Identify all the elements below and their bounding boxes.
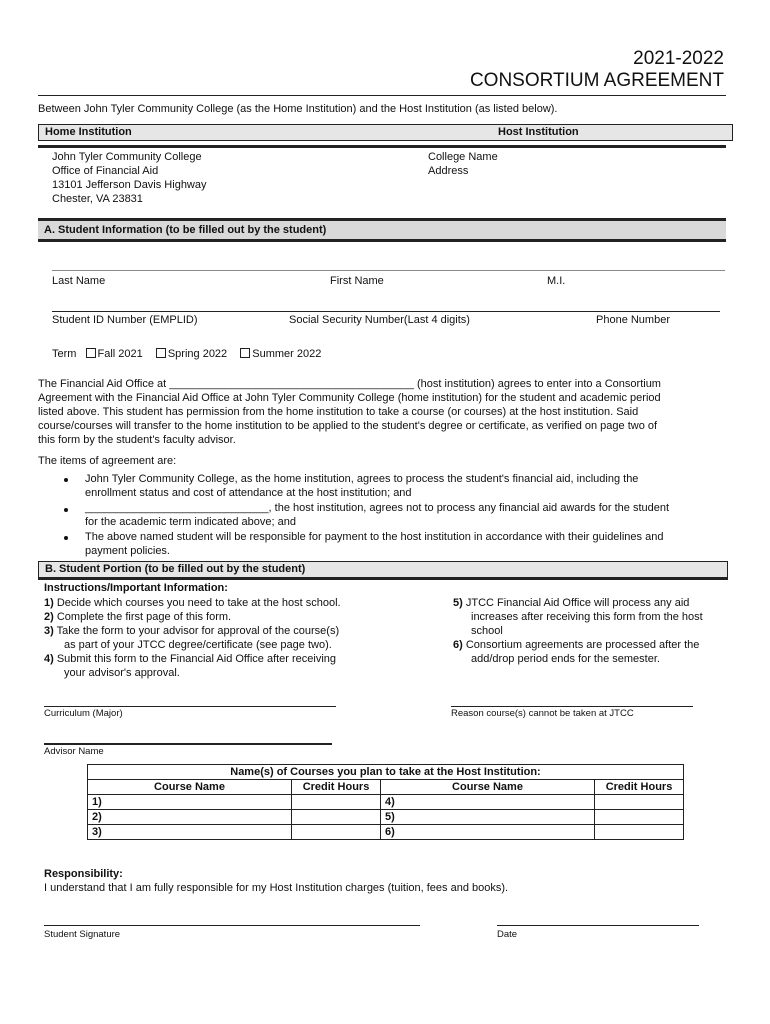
step-text: Take the form to your advisor for approval of the course(s) bbox=[56, 625, 340, 637]
institution-top-rule bbox=[38, 145, 726, 148]
term-spring-label: Spring 2022 bbox=[167, 348, 228, 360]
courses-title: Name(s) of Courses you plan to take at the Host Institution: bbox=[88, 765, 684, 780]
agreement-line: listed above. This student has permission from the home institution to take a course (or courses) at the host institution. Said bbox=[38, 406, 639, 418]
signature-label: Student Signature bbox=[44, 929, 121, 940]
curriculum-field-line[interactable] bbox=[44, 706, 336, 707]
term-spring-option[interactable] bbox=[156, 348, 227, 360]
term-summer-label: Summer 2022 bbox=[252, 348, 322, 360]
id-field-line[interactable] bbox=[52, 311, 720, 312]
table-row bbox=[88, 825, 684, 840]
table-row bbox=[88, 810, 684, 825]
first-name-label: First Name bbox=[330, 275, 384, 287]
responsibility-text: I understand that I am fully responsible for my Host Institution charges (tuition, fees and books). bbox=[44, 882, 509, 894]
curriculum-label: Curriculum (Major) bbox=[44, 708, 123, 719]
mi-label: M.I. bbox=[547, 275, 566, 287]
header-rule bbox=[38, 95, 726, 96]
course-cell[interactable]: 3) bbox=[88, 825, 292, 840]
left-instructions bbox=[44, 596, 404, 680]
checkbox-icon[interactable] bbox=[86, 348, 96, 358]
reason-label: Reason course(s) cannot be taken at JTCC bbox=[451, 708, 634, 719]
items-intro: The items of agreement are: bbox=[38, 455, 177, 467]
date-label: Date bbox=[497, 929, 518, 940]
course-cell[interactable]: 2) bbox=[88, 810, 292, 825]
credit-cell[interactable] bbox=[292, 825, 381, 840]
credit-cell[interactable] bbox=[292, 795, 381, 810]
item-line: ______________________________, the host institution, agrees not to process any financial aid awards for the student bbox=[85, 502, 670, 514]
home-address bbox=[52, 150, 207, 206]
course-cell[interactable]: 5) bbox=[381, 810, 595, 825]
agreement-paragraph bbox=[38, 377, 728, 447]
step-number: 6) bbox=[453, 639, 463, 651]
step-number: 4) bbox=[44, 653, 54, 665]
institution-header-bar bbox=[38, 124, 733, 141]
step-text: Decide which courses you need to take at the host school. bbox=[56, 597, 341, 609]
term-row bbox=[52, 348, 321, 360]
courses-header-row bbox=[88, 780, 684, 795]
agreement-line: this form by the student's faculty advisor. bbox=[38, 434, 236, 446]
step bbox=[44, 652, 404, 666]
agreement-line: Agreement with the Financial Aid Office at John Tyler Community College (home institution) for the student and academic period bbox=[38, 392, 661, 404]
step bbox=[44, 610, 404, 624]
item-line: payment policies. bbox=[85, 545, 170, 557]
credit-cell[interactable] bbox=[292, 810, 381, 825]
step-number: 5) bbox=[453, 597, 463, 609]
right-instructions bbox=[453, 596, 733, 666]
course-cell[interactable]: 4) bbox=[381, 795, 595, 810]
column-header: Credit Hours bbox=[292, 780, 381, 795]
step bbox=[44, 624, 404, 638]
step-number: 2) bbox=[44, 611, 54, 623]
item-line: for the academic term indicated above; and bbox=[85, 516, 296, 528]
agreement-line: course/courses will transfer to the home institution to be applied to the student's degree or certificate, as verified on page two of bbox=[38, 420, 658, 432]
section-a-title: A. Student Information (to be filled out by the student) bbox=[44, 224, 327, 236]
step-text: JTCC Financial Aid Office will process any aid bbox=[465, 597, 690, 609]
student-id-label: Student ID Number (EMPLID) bbox=[52, 314, 198, 326]
item-line: enrollment status and cost of attendance at the host institution; and bbox=[85, 487, 412, 499]
term-summer-option[interactable] bbox=[240, 348, 321, 360]
step-number: 1) bbox=[44, 597, 54, 609]
section-b-title: B. Student Portion (to be filled out by the student) bbox=[45, 563, 306, 575]
item-line: The above named student will be responsible for payment to the host institution in accordance with their guidelines and bbox=[85, 531, 664, 543]
step-text: Submit this form to the Financial Aid Office after receiving bbox=[56, 653, 337, 665]
name-field-line[interactable] bbox=[52, 270, 725, 271]
agreement-item bbox=[85, 472, 638, 500]
item-line: John Tyler Community College, as the home institution, agrees to process the student's financial aid, including the bbox=[85, 473, 639, 485]
bullet-icon bbox=[64, 536, 68, 540]
intro-text: Between John Tyler Community College (as the Home Institution) and the Host Institution (as listed below). bbox=[38, 103, 558, 115]
phone-label: Phone Number bbox=[596, 314, 670, 326]
bullet-icon bbox=[64, 508, 68, 512]
reason-field-line[interactable] bbox=[451, 706, 693, 707]
courses-title-row bbox=[88, 765, 684, 780]
column-header: Credit Hours bbox=[595, 780, 684, 795]
advisor-field-line[interactable] bbox=[44, 743, 332, 745]
step bbox=[453, 596, 733, 610]
step bbox=[453, 638, 733, 652]
agreement-item bbox=[85, 530, 663, 558]
table-row bbox=[88, 795, 684, 810]
step-number: 3) bbox=[44, 625, 54, 637]
form-title: CONSORTIUM AGREEMENT bbox=[469, 70, 724, 91]
step-text: Consortium agreements are processed after the bbox=[465, 639, 700, 651]
last-name-label: Last Name bbox=[52, 275, 106, 287]
step-continued: as part of your JTCC degree/certificate (see page two). bbox=[64, 639, 332, 651]
credit-cell[interactable] bbox=[595, 810, 684, 825]
column-header: Course Name bbox=[381, 780, 595, 795]
checkbox-icon[interactable] bbox=[156, 348, 166, 358]
course-cell[interactable]: 1) bbox=[88, 795, 292, 810]
form-year: 2021-2022 bbox=[633, 48, 724, 69]
step-continued: increases after receiving this form from the host bbox=[471, 611, 703, 623]
credit-cell[interactable] bbox=[595, 795, 684, 810]
home-line: 13101 Jefferson Davis Highway bbox=[52, 179, 207, 191]
courses-table bbox=[87, 764, 684, 840]
agreement-item bbox=[85, 501, 669, 529]
step bbox=[44, 596, 404, 610]
step-continued: add/drop period ends for the semester. bbox=[471, 653, 660, 665]
step-text: Complete the first page of this form. bbox=[56, 611, 232, 623]
checkbox-icon[interactable] bbox=[240, 348, 250, 358]
responsibility-title: Responsibility: bbox=[44, 868, 123, 880]
term-label: Term bbox=[52, 348, 77, 360]
advisor-label: Advisor Name bbox=[44, 746, 104, 757]
host-college-name[interactable]: College Name bbox=[428, 151, 498, 163]
term-fall-option[interactable] bbox=[86, 348, 143, 360]
home-line: John Tyler Community College bbox=[52, 151, 202, 163]
home-line: Chester, VA 23831 bbox=[52, 193, 143, 205]
host-address[interactable] bbox=[428, 150, 498, 178]
home-line: Office of Financial Aid bbox=[52, 165, 159, 177]
section-b-bar bbox=[38, 561, 728, 580]
ssn-label: Social Security Number(Last 4 digits) bbox=[289, 314, 470, 326]
host-address-line[interactable]: Address bbox=[428, 165, 469, 177]
term-fall-label: Fall 2021 bbox=[97, 348, 143, 360]
signature-field-line[interactable] bbox=[44, 925, 420, 926]
home-institution-label: Home Institution bbox=[45, 126, 132, 138]
host-institution-label: Host Institution bbox=[498, 126, 579, 138]
column-header: Course Name bbox=[88, 780, 292, 795]
bullet-icon bbox=[64, 478, 68, 482]
agreement-line: The Financial Aid Office at ________________________________________ (host institution) agrees to enter into a Consortium bbox=[38, 378, 661, 390]
section-a-bar bbox=[38, 218, 726, 242]
instructions-title: Instructions/Important Information: bbox=[44, 582, 228, 594]
credit-cell[interactable] bbox=[595, 825, 684, 840]
step-continued: school bbox=[471, 625, 503, 637]
step-continued: your advisor's approval. bbox=[64, 667, 180, 679]
date-field-line[interactable] bbox=[497, 925, 699, 926]
course-cell[interactable]: 6) bbox=[381, 825, 595, 840]
